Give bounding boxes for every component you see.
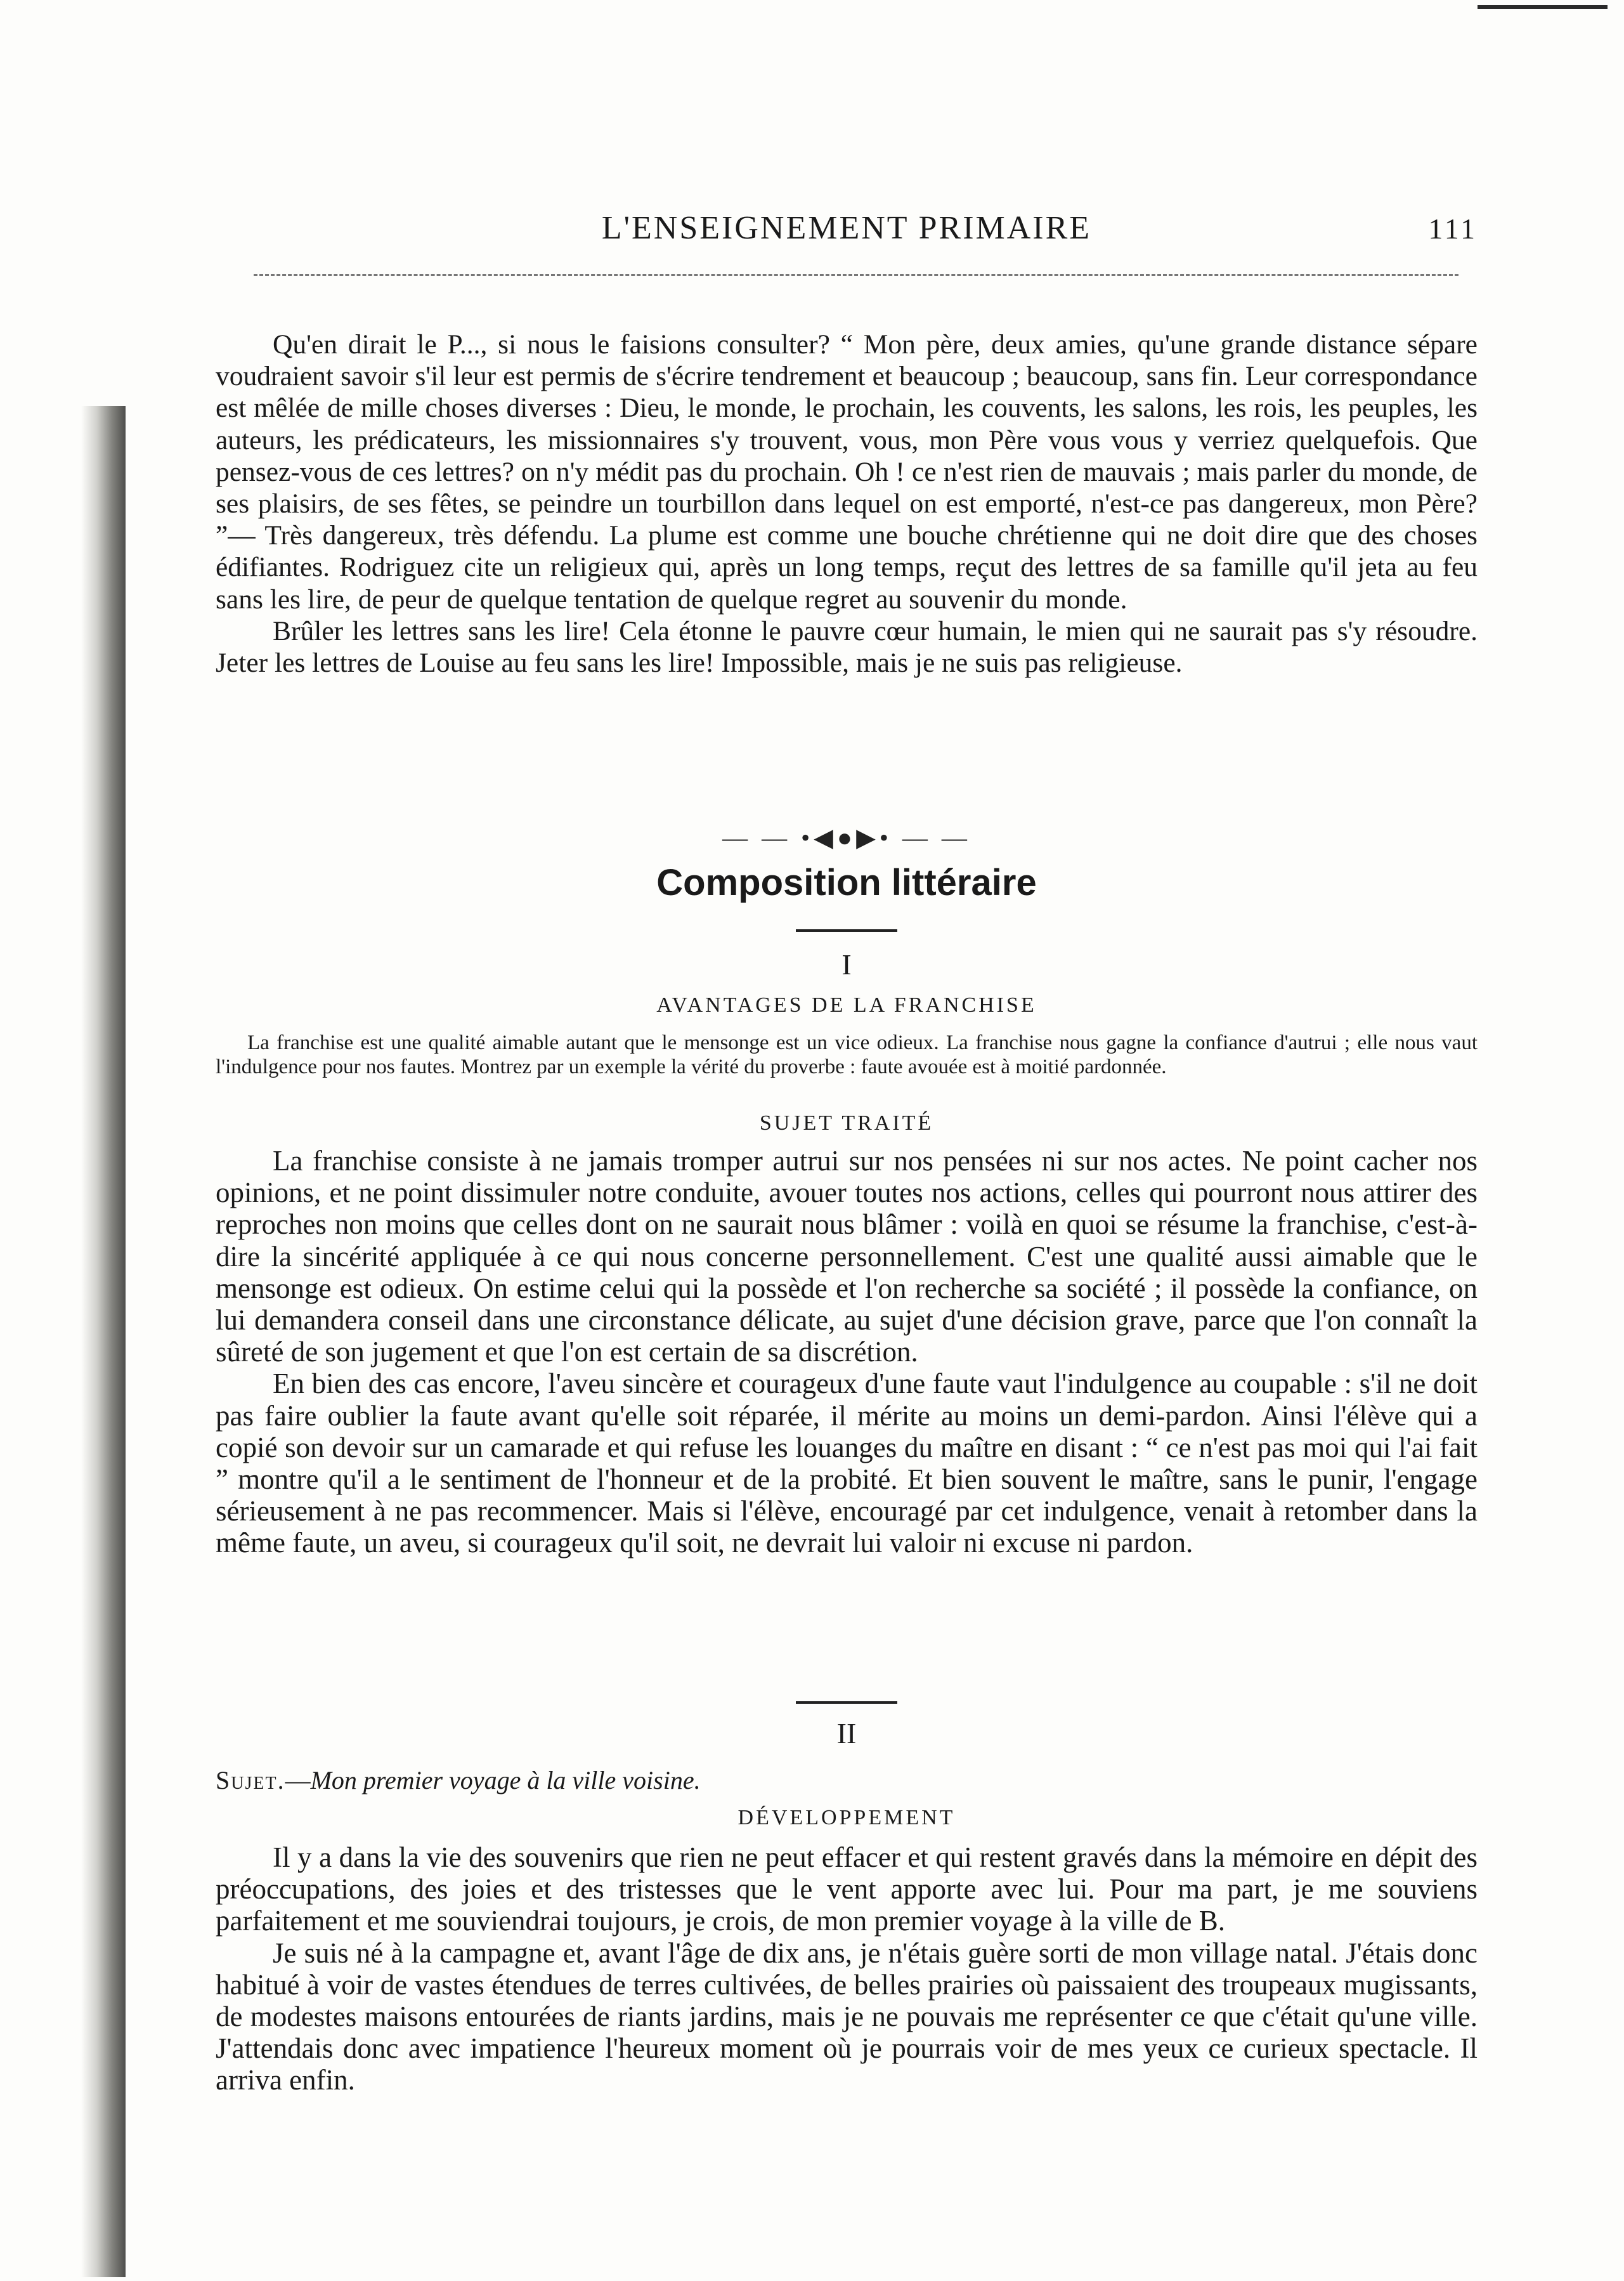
- assignment-prompt: La franchise est une qualité aimable autant que le mensonge est un vice odieux. La franchise nous gagne la confiance d'autrui ; elle nous vaut l'indulgence pour nos fautes. Montrez par un exemple la vérité du proverbe : faute avouée est à moitié pardonnée.: [216, 1031, 1478, 1078]
- part-heading: AVANTAGES DE LA FRANCHISE: [656, 993, 1037, 1017]
- subject-line: Sujet.—Mon premier voyage à la ville voisine.: [216, 1766, 701, 1794]
- paragraph: En bien des cas encore, l'aveu sincère et courageux d'une faute vaut l'indulgence au coupable : s'il ne doit pas faire oublier la faute avant qu'elle soit réparée, il mérite au moins un demi-pardon. Ainsi l'élève qui a copié son devoir sur un camarade et qui refuse les louanges du maître en disant : “ ce n'est pas moi qui l'ai fait ” montre qu'il a le sentiment de l'honneur et de la probité. Et bien souvent le maître, sans le punir, l'engage sérieusement à ne pas recommencer. Mais si l'élève, encouragé par cet indulgence, venait à retomber dans la même faute, un aveu, si courageux qu'il soit, ne devrait lui valoir ni excuse ni pardon.: [216, 1368, 1478, 1559]
- essay-voyage: [216, 1841, 1478, 2096]
- part-rule: [796, 1701, 897, 1704]
- essay-franchise: [216, 1145, 1478, 1559]
- page-number: 111: [1428, 212, 1478, 245]
- header-rule: [254, 274, 1458, 276]
- subject-label: Sujet.: [216, 1766, 285, 1794]
- letter-passage: [216, 329, 1478, 679]
- ornament-divider: — — •◀●▶• — —: [722, 823, 971, 852]
- part-numeral: II: [836, 1717, 857, 1749]
- top-rule: [1478, 5, 1608, 9]
- running-header: [216, 209, 1478, 260]
- section-title: Composition littéraire: [656, 862, 1037, 903]
- title-rule: [796, 929, 897, 932]
- subject-text: Mon premier voyage à la ville voisine.: [310, 1766, 701, 1794]
- part-numeral: I: [841, 948, 852, 981]
- scan-binding-shadow: [81, 406, 126, 2277]
- subheading: SUJET TRAITÉ: [759, 1111, 934, 1135]
- paragraph: Il y a dans la vie des souvenirs que rien ne peut effacer et qui restent gravés dans la mémoire en dépit des préoccupations, des joies et des tristesses que le vent apporte avec lui. Pour ma part, je me souviens parfaitement et me souviendrai toujours, je crois, de mon premier voyage à la ville de B.: [216, 1841, 1478, 1937]
- paragraph: La franchise consiste à ne jamais tromper autrui sur nos pensées ni sur nos actes. Ne point cacher nos opinions, et ne point dissimuler notre conduite, avouer toutes nos actions, celles qui pourront nous attirer des reproches non moins que celles dont on ne saurait nous blâmer : voilà en quoi se résume la franchise, c'est-à-dire la sincérité appliquée à ce qui nous concerne personnellement. C'est une qualité aussi aimable que le mensonge est odieux. On estime celui qui la possède et l'on recherche sa société ; il possède la confiance, on lui demandera conseil dans une circonstance délicate, au sujet d'une décision grave, parce que l'on connaît la sûreté de son jugement et que l'on est certain de sa discrétion.: [216, 1145, 1478, 1368]
- paragraph: Brûler les lettres sans les lire! Cela étonne le pauvre cœur humain, le mien qui ne saurait pas s'y résoudre. Jeter les lettres de Louise au feu sans les lire! Impossible, mais je ne suis pas religieuse.: [216, 615, 1478, 679]
- paragraph: Qu'en dirait le P..., si nous le faisions consulter? “ Mon père, deux amies, qu'une grande distance sépare voudraient savoir s'il leur est permis de s'écrire tendrement et beaucoup ; beaucoup, sans fin. Leur correspondance est mêlée de mille choses diverses : Dieu, le monde, le prochain, les couvents, les salons, les rois, les peuples, les auteurs, les prédicateurs, les missionnaires s'y trouvent, vous, mon Père vous vous y verriez quelquefois. Que pensez-vous de ces lettres? on n'y médit pas du prochain. Oh ! ce n'est rien de mauvais ; mais parler du monde, de ses plaisirs, de ses fêtes, se peindre un tourbillon dans lequel on est emporté, n'est-ce pas dangereux, mon Père? ”— Très dangereux, très défendu. La plume est comme une bouche chrétienne qui ne doit dire que des choses édifiantes. Rodriguez cite un religieux qui, après un long temps, reçut des lettres de sa famille qu'il jeta au feu sans les lire, de peur de quelque tentation de quelque regret au souvenir du monde.: [216, 329, 1478, 615]
- paragraph: Je suis né à la campagne et, avant l'âge de dix ans, je n'étais guère sorti de mon village natal. J'étais donc habitué à voir de vastes étendues de terres cultivées, de belles prairies où paissaient des troupeaux mugissants, de modestes maisons entourées de riants jardins, mais je ne pouvais me représenter ce que c'était qu'une ville. J'attendais donc avec impatience l'heureux moment où je pourrais voir de mes yeux ce curieux spectacle. Il arriva enfin.: [216, 1937, 1478, 2096]
- subheading: DÉVELOPPEMENT: [737, 1806, 956, 1829]
- running-title: L'ENSEIGNEMENT PRIMAIRE: [601, 210, 1092, 246]
